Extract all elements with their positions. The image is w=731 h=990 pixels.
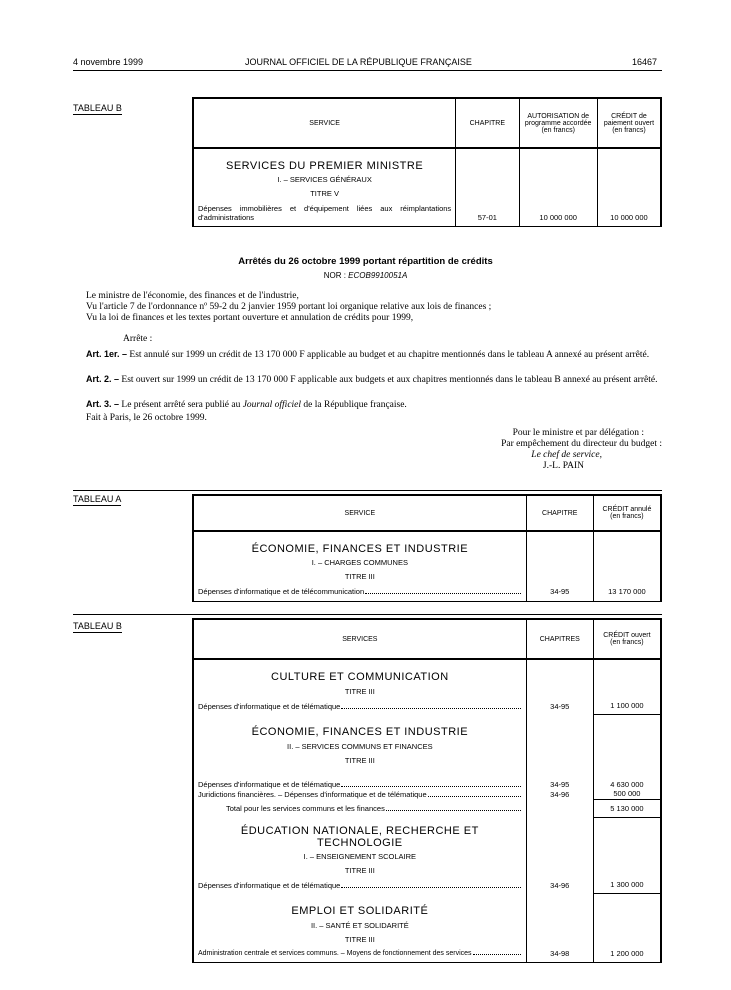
article-2-text: Est ouvert sur 1999 un crédit de 13 170 000 F applicable aux budgets et aux chapitres mentionnés dans le tableau B annexé au présent arrêté.: [121, 375, 658, 385]
table-row: [193, 779, 526, 789]
article-2-label: Art. 2. –: [86, 374, 120, 384]
row-text: Dépenses d'informatique et de télématique: [198, 701, 341, 711]
subsection-heading: I. – CHARGES COMMUNES: [193, 555, 526, 569]
col-service: SERVICE: [193, 495, 526, 531]
titre-heading: TITRE III: [193, 684, 526, 698]
ministry-heading: CULTURE ET COMMUNICATION: [193, 669, 526, 684]
col-credit: CRÉDIT ouvert (en francs): [593, 619, 661, 659]
row-credit: 1 300 000: [593, 877, 661, 893]
row-text: Dépenses d'informatique et de télécommunication: [198, 587, 365, 597]
table-row-credit: 13 170 000: [593, 583, 661, 601]
article-1-label: Art. 1er. –: [86, 349, 128, 359]
signature-block: [400, 428, 662, 472]
article-1-text: Est annulé sur 1999 un crédit de 13 170 000 F applicable au budget et au chapitre mentionnés dans le tableau A annexé au présent arrêté.: [129, 350, 650, 360]
row-chapitre: 34-98: [526, 946, 593, 962]
header-journal-title: JOURNAL OFFICIEL DE LA RÉPUBLIQUE FRANÇAISE: [245, 57, 472, 67]
nor-code: ECOB9910051A: [348, 271, 408, 280]
article-2: [73, 374, 662, 386]
preamble-1: Le ministre de l'économie, des finances et de l'industrie,: [86, 291, 299, 301]
section-rule: [73, 490, 662, 491]
titre-heading: TITRE III: [193, 863, 526, 877]
subsection-heading: II. – SANTÉ ET SOLIDARITÉ: [193, 918, 526, 932]
row-chapitre: 34-96: [526, 789, 593, 799]
row-text: Administration centrale et services communs. – Moyens de fonctionnement des services: [198, 950, 472, 958]
titre-heading: TITRE III: [193, 753, 526, 767]
row-text: Juridictions financières. – Dépenses d'informatique et de télématique: [198, 789, 427, 799]
total-text: Total pour les services communs et les finances: [226, 803, 385, 813]
col-chapitres: CHAPITRES: [526, 619, 593, 659]
table-row-text: Dépenses immobilières et d'équipement liées aux réimplantations d'administrations: [193, 200, 456, 226]
col-chapitre: CHAPITRE: [526, 495, 593, 531]
nor-label: NOR :: [323, 271, 346, 280]
row-text: Dépenses d'informatique et de télématique: [198, 779, 341, 789]
arrete-word: Arrête :: [123, 334, 153, 344]
table-row-credit: 10 000 000: [597, 200, 661, 226]
ministry-heading: ÉCONOMIE, FINANCES ET INDUSTRIE: [193, 543, 526, 555]
section-rule-2: [73, 614, 662, 615]
preamble-2: Vu l'article 7 de l'ordonnance nº 59-2 du 2 janvier 1959 portant loi organique relative aux lois de finances ;: [86, 302, 492, 312]
table-b-top: [192, 97, 662, 227]
col-services: SERVICES: [193, 619, 526, 659]
header-date: 4 novembre 1999: [73, 57, 144, 67]
ministry-heading: ÉCONOMIE, FINANCES ET INDUSTRIE: [193, 724, 526, 739]
ministry-heading: EMPLOI ET SOLIDARITÉ: [193, 903, 526, 918]
col-chapitre: CHAPITRE: [456, 98, 519, 148]
table-row-chapitre: 57-01: [456, 200, 519, 226]
table-row: [193, 698, 526, 714]
table-row: [193, 789, 526, 799]
header-page-number: 16467: [632, 57, 658, 67]
article-3-text-em: Journal officiel: [242, 400, 302, 410]
signature-line-2: Par empêchement du directeur du budget :: [501, 439, 662, 449]
row-chapitre: 34-95: [526, 779, 593, 789]
titre-heading: TITRE III: [193, 932, 526, 946]
table-row: [193, 877, 526, 893]
row-chapitre: 34-96: [526, 877, 593, 893]
subsection-heading: I. – ENSEIGNEMENT SCOLAIRE: [193, 849, 526, 863]
subsection-heading: II. – SERVICES COMMUNS ET FINANCES: [193, 739, 526, 753]
nor-line: [0, 271, 731, 280]
table-row: [193, 946, 526, 962]
table-b-bottom: [192, 618, 662, 963]
signature-line-1: Pour le ministre et par délégation :: [512, 428, 644, 438]
table-a-label: TABLEAU A: [73, 494, 122, 504]
signature-line-4: J.-L. PAIN: [542, 461, 584, 471]
total-credit: 5 130 000: [593, 799, 661, 817]
col-credit: CRÉDIT de paiement ouvert (en francs): [597, 98, 661, 148]
row-credit: 1 200 000: [593, 946, 661, 962]
fait-a-paris: Fait à Paris, le 26 octobre 1999.: [86, 413, 207, 423]
ministry-heading: ÉDUCATION NATIONALE, RECHERCHE ET TECHNOLOGIE: [193, 825, 526, 849]
row-credit: 4 630 000: [593, 779, 661, 789]
col-autorisation: AUTORISATION de programme accordée (en francs): [519, 98, 597, 148]
article-3-text-b: de la République française.: [303, 400, 407, 410]
subsection-heading: I. – SERVICES GÉNÉRAUX: [193, 172, 456, 186]
row-credit: 1 100 000: [593, 698, 661, 714]
row-chapitre: 34-95: [526, 698, 593, 714]
col-credit: CRÉDIT annulé (en francs): [593, 495, 661, 531]
total-row: [193, 799, 526, 817]
table-row-chapitre: 34-95: [526, 583, 593, 601]
article-3: [73, 399, 662, 411]
table-a: [192, 494, 662, 602]
article-3-text-a: Le présent arrêté sera publié au: [121, 400, 241, 410]
table-row-text: [193, 583, 526, 601]
preamble-3: Vu la loi de finances et les textes portant ouverture et annulation de crédits pour 1999,: [86, 313, 414, 323]
row-credit: 500 000: [593, 789, 661, 799]
table-row-autorisation: 10 000 000: [519, 200, 597, 226]
titre-heading: TITRE III: [193, 569, 526, 583]
article-3-label: Art. 3. –: [86, 399, 120, 409]
signature-line-3: Le chef de service,: [531, 450, 602, 460]
row-text: Dépenses d'informatique et de télématique: [198, 880, 341, 890]
col-service: SERVICE: [193, 98, 456, 148]
table-b-top-label: TABLEAU B: [73, 103, 122, 113]
arrete-title: Arrêtés du 26 octobre 1999 portant répartition de crédits: [238, 256, 493, 267]
table-b-bottom-label: TABLEAU B: [73, 621, 122, 631]
header-rule: [73, 70, 662, 71]
ministry-heading: SERVICES DU PREMIER MINISTRE: [193, 160, 456, 172]
titre-heading: TITRE V: [193, 186, 456, 200]
article-1: [73, 349, 662, 361]
